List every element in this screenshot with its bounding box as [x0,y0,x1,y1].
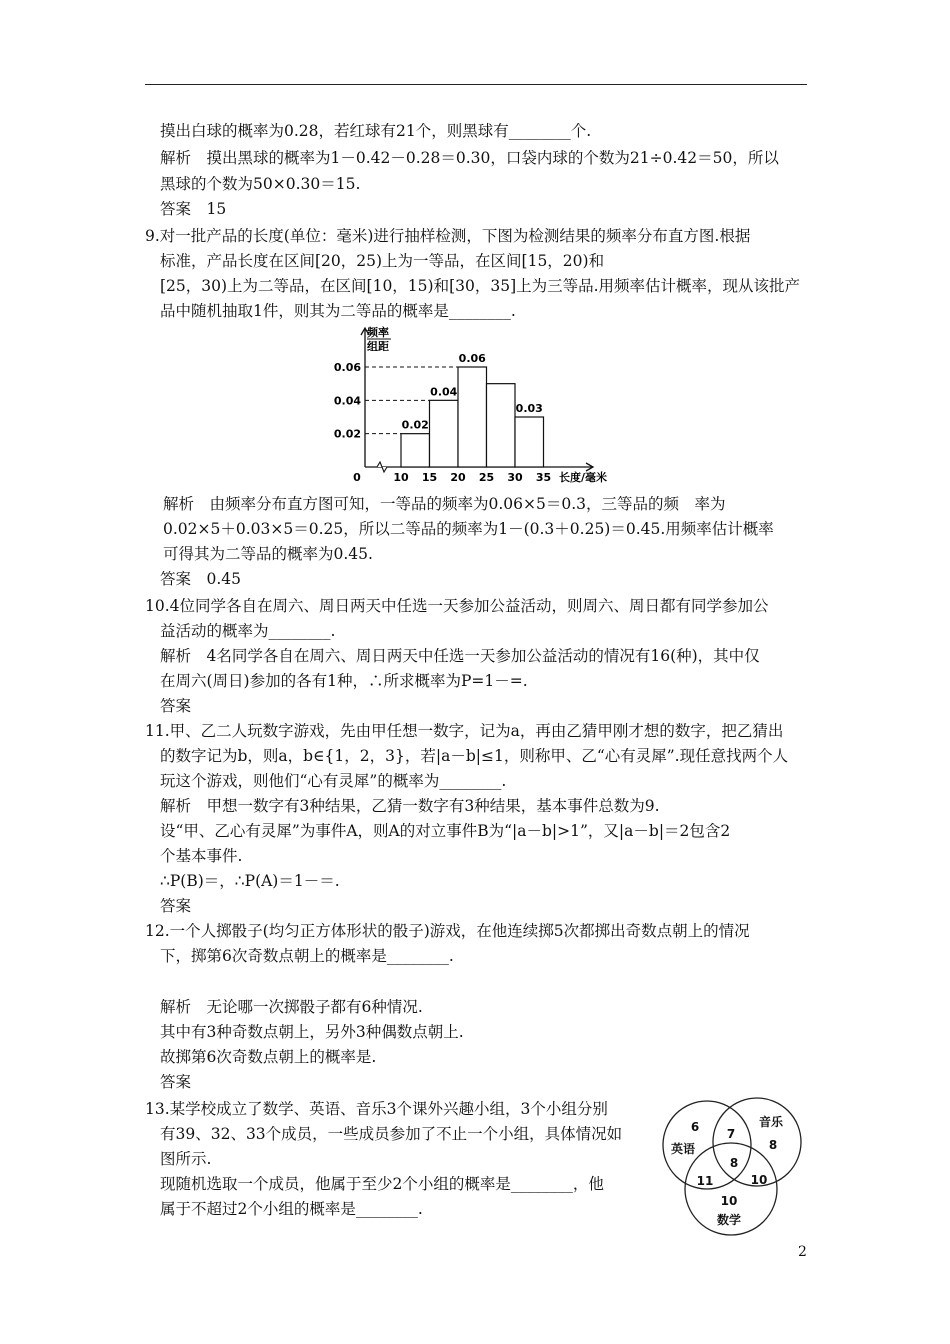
question-13-line: 现随机选取一个成员，他属于至少2个小组的概率是________，他 [160,1175,604,1193]
analysis-line: 个基本事件. [160,847,243,865]
bar-value-label: 0.04 [430,385,458,399]
x-axis-label: 长度/毫米 [559,471,608,484]
y-tick-label: 0.04 [333,394,361,408]
question-13-line: 属于不超过2个小组的概率是________. [160,1200,423,1218]
analysis-line: 故掷第6次奇数点朝上的概率是. [160,1048,377,1066]
question-13-line: 13.某学校成立了数学、英语、音乐3个课外兴趣小组，3个小组分别 [145,1100,608,1118]
histogram-bar [430,400,459,467]
analysis-line: 解析 4名同学各自在周六、周日两天中任选一天参加公益活动的情况有16(种)，其中仅 [160,647,760,665]
analysis-line: 解析 摸出黑球的概率为1－0.42－0.28＝0.30，口袋内球的个数为21÷0.42＝50，所以 [160,149,779,167]
bar-value-label: 0.03 [515,402,543,415]
analysis-line: 解析 无论哪一次掷骰子都有6种情况. [160,998,423,1016]
question-12-line: 12.一个人掷骰子(均匀正方体形状的骰子)游戏，在他连续掷5次都掷出奇数点朝上的情况 [145,922,750,940]
venn-label-music: 音乐 [758,1115,784,1129]
y-tick-label: 0.02 [333,427,361,441]
x-tick-label: 35 [535,471,552,484]
text-line: 摸出白球的概率为0.28，若红球有21个，则黑球有________个. [160,122,592,140]
question-9-line: 9.对一批产品的长度(单位：毫米)进行抽样检测，下图为检测结果的频率分布直方图.根据 [145,227,751,245]
header-rule [145,84,807,85]
x-tick-label: 15 [421,471,438,484]
venn-value-only-music: 8 [768,1138,778,1152]
analysis-line: 黑球的个数为50×0.30＝15. [160,175,361,193]
question-9-line: [25，30)上为二等品，在区间[10，15)和[30，35]上为三等品.用频率估计概率，现从该批产 [160,277,801,295]
x-axis-break [377,462,387,472]
venn-value-english-music: 7 [726,1127,736,1141]
histogram-bar [487,384,516,467]
y-axis-label-bottom: 组距 [367,340,389,353]
venn-value-only-english: 6 [690,1120,700,1134]
venn-value-only-math: 10 [720,1194,738,1208]
question-9-line: 标准，产品长度在区间[20，25)上为一等品，在区间[15，20)和 [160,252,605,270]
answer-line: 答案 [160,697,192,715]
analysis-line: 解析 由频率分布直方图可知，一等品的频率为0.06×5＝0.3，三等品的频 率为 [163,495,726,513]
answer-line: 答案 [160,1073,192,1091]
analysis-line: 其中有3种奇数点朝上，另外3种偶数点朝上. [160,1023,464,1041]
analysis-line: 0.02×5＋0.03×5＝0.25，所以二等品的频率为1－(0.3＋0.25)＝0.45.用频率估计概率 [163,520,774,538]
x-tick-label: 25 [478,471,495,484]
histogram-group [334,325,607,484]
origin-label: 0 [353,471,361,484]
analysis-line: 可得其为二等品的概率为0.45. [163,545,373,563]
y-tick-label: 0.06 [333,361,361,374]
venn-value-all-three: 8 [729,1156,739,1170]
question-11-line: 玩这个游戏，则他们“心有灵犀”的概率为________. [160,772,507,790]
venn-label-english: 英语 [670,1142,696,1156]
histogram-bar [515,417,544,467]
frequency-histogram [333,320,633,490]
x-tick-label: 20 [450,471,466,484]
question-11-line: 的数字记为b，则a，b∈{1，2，3}，若|a－b|≤1，则称甲、乙“心有灵犀”.现任意找两个人 [160,747,789,765]
analysis-line: 设“甲、乙心有灵犀”为事件A，则A的对立事件B为“|a－b|>1”，又|a－b|＝2包含2 [160,822,731,840]
venn-value-english-math: 11 [696,1174,714,1188]
answer-line: 答案 0.45 [160,570,242,588]
histogram-bar [458,367,487,467]
question-13-line: 图所示. [160,1150,212,1168]
question-13-line: 有39、32、33个成员，一些成员参加了不止一个小组，具体情况如 [160,1125,623,1143]
question-11-line: 11.甲、乙二人玩数字游戏，先由甲任想一数字，记为a，再由乙猜甲刚才想的数字，把乙猜出 [145,722,784,740]
analysis-line: 在周六(周日)参加的各有1种，∴所求概率为P=1－=. [160,672,528,690]
x-tick-label: 10 [393,471,409,484]
venn-diagram [655,1095,815,1245]
question-12-line: 下，掷第6次奇数点朝上的概率是________. [160,947,454,965]
answer-line: 答案 [160,897,192,915]
y-axis-label-top: 频率 [367,326,389,339]
page-number: 2 [798,1244,807,1260]
x-tick-label: 30 [507,471,523,484]
histogram-bar [401,434,430,467]
analysis-line: ∴P(B)＝，∴P(A)＝1－＝. [160,872,340,890]
question-10-line: 益活动的概率为________. [160,622,336,640]
venn-value-music-math: 10 [750,1173,768,1187]
bar-value-label: 0.02 [401,418,429,432]
bar-value-label: 0.06 [458,352,486,365]
question-10-line: 10.4位同学各自在周六、周日两天中任选一天参加公益活动，则周六、周日都有同学参加公 [145,597,769,615]
question-9-line: 品中随机抽取1件，则其为二等品的概率是________. [160,302,516,320]
analysis-line: 解析 甲想一数字有3种结果，乙猜一数字有3种结果，基本事件总数为9. [160,797,660,815]
answer-line: 答案 15 [160,200,227,218]
venn-label-math: 数学 [716,1213,742,1227]
